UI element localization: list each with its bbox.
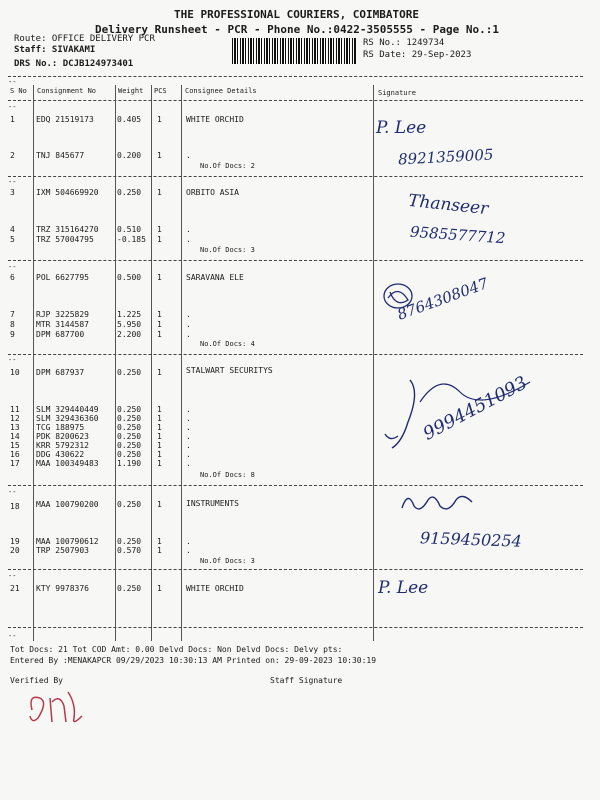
table-row-consignee: . [186, 330, 191, 339]
table-row-pcs: 1 [157, 546, 162, 555]
table-row-weight: -0.185 [117, 235, 146, 244]
table-row-consignee: . [186, 432, 191, 441]
table-row-consignee: SARAVANA ELE [186, 273, 244, 282]
totals-line: Tot Docs: 21 Tot COD Amt: 0.00 Delvd Docs: Non Delvd Docs: Delvy pts: [10, 645, 343, 654]
table-row-pcs: 1 [157, 368, 162, 377]
signature-1: P. Lee [376, 118, 427, 138]
divider [8, 569, 583, 570]
divider [8, 100, 583, 101]
col-sno: S No [10, 87, 27, 95]
table-row-consignee: . [186, 450, 191, 459]
table-row-sno: 7 [10, 310, 15, 319]
divider [8, 76, 583, 77]
signature-5-scribble [398, 488, 478, 522]
divider [8, 354, 583, 355]
table-row-consignee: . [186, 151, 191, 160]
signature-2: Thanseer [407, 190, 490, 220]
table-row-consignee: INSTRUMENTS [186, 499, 239, 508]
doc-count: No.Of Docs: 8 [200, 471, 255, 479]
staff-label: Staff: SIVAKAMI [14, 45, 96, 55]
table-row-consignment: DPM 687700 [36, 330, 85, 339]
table-row-pcs: 1 [157, 584, 162, 593]
company-title: THE PROFESSIONAL COURIERS, COIMBATORE [174, 8, 420, 21]
table-row-pcs: 1 [157, 273, 162, 282]
table-row-consignment: RJP 3225829 [36, 310, 89, 319]
table-row-consignee: ORBITO ASIA [186, 188, 239, 197]
runsheet-subtitle: Delivery Runsheet - PCR - Phone No.:0422-3505555 - Page No.:1 [95, 23, 499, 36]
table-row-sno: 10 [10, 368, 20, 377]
table-row-consignment: IXM 504669920 [36, 188, 99, 197]
signature-5-phone: 9159450254 [419, 528, 523, 551]
table-row-pcs: 1 [157, 330, 162, 339]
table-row-consignment: MAA 100790612 [36, 537, 99, 546]
table-row-weight: 0.250 [117, 450, 142, 459]
table-row-pcs: 1 [157, 459, 162, 468]
table-row-consignment: KRR 5792312 [36, 441, 89, 450]
doc-count: No.Of Docs: 3 [200, 557, 255, 565]
table-row-sno: 2 [10, 151, 15, 160]
table-row-sno: 9 [10, 330, 15, 339]
table-row-consignee: . [186, 537, 191, 546]
col-consignee: Consignee Details [185, 87, 257, 95]
col-line [115, 85, 116, 641]
table-row-weight: 0.250 [117, 188, 142, 197]
divider [8, 627, 583, 628]
table-row-weight: 0.250 [117, 500, 142, 509]
table-row-consignment: TRZ 57004795 [36, 235, 94, 244]
table-row-pcs: 1 [157, 188, 162, 197]
table-row-sno: 3 [10, 188, 15, 197]
table-row-weight: 0.405 [117, 115, 142, 124]
barcode [232, 38, 356, 64]
row-marker: -- [8, 178, 17, 186]
table-row-sno: 19 [10, 537, 20, 546]
row-marker: -- [8, 488, 17, 496]
signature-2-phone: 9585577712 [409, 222, 506, 248]
table-row-pcs: 1 [157, 225, 162, 234]
table-row-pcs: 1 [157, 115, 162, 124]
row-marker: -- [8, 632, 17, 640]
table-row-weight: 0.500 [117, 273, 142, 282]
verified-signature [24, 688, 94, 734]
table-row-consignee: . [186, 235, 191, 244]
table-row-consignee: . [186, 459, 191, 468]
table-row-consignment: PDK 8200623 [36, 432, 89, 441]
table-row-sno: 15 [10, 441, 20, 450]
doc-count: No.Of Docs: 4 [200, 340, 255, 348]
table-row-consignment: TRP 2507903 [36, 546, 89, 555]
col-weight: Weight [118, 87, 144, 95]
table-row-consignment: MAA 100790200 [36, 500, 99, 509]
table-row-consignee: . [186, 320, 191, 329]
table-row-sno: 11 [10, 405, 20, 414]
table-row-consignee: . [186, 546, 191, 555]
col-line [33, 85, 34, 641]
table-row-consignment: MTR 3144587 [36, 320, 89, 329]
col-signature: Signature [378, 89, 416, 97]
table-row-weight: 0.250 [117, 368, 142, 377]
table-row-sno: 6 [10, 273, 15, 282]
table-row-weight: 0.250 [117, 537, 142, 546]
table-row-pcs: 1 [157, 432, 162, 441]
table-row-sno: 5 [10, 235, 15, 244]
divider [8, 176, 583, 177]
table-row-sno: 20 [10, 546, 20, 555]
table-row-pcs: 1 [157, 441, 162, 450]
table-row-consignee: . [186, 225, 191, 234]
rs-date: RS Date: 29-Sep-2023 [363, 50, 472, 60]
col-line [151, 85, 152, 641]
doc-count: No.Of Docs: 2 [200, 162, 255, 170]
table-row-consignment: EDQ 21519173 [36, 115, 94, 124]
table-row-consignment: KTY 9978376 [36, 584, 89, 593]
table-row-consignment: SLM 329440449 [36, 405, 99, 414]
table-row-pcs: 1 [157, 235, 162, 244]
col-line [181, 85, 182, 641]
table-row-sno: 1 [10, 115, 15, 124]
staff-signature-label: Staff Signature [270, 676, 343, 685]
table-row-pcs: 1 [157, 414, 162, 423]
table-row-weight: 2.200 [117, 330, 142, 339]
row-marker: -- [8, 356, 17, 364]
table-row-pcs: 1 [157, 450, 162, 459]
table-row-pcs: 1 [157, 320, 162, 329]
verified-by-label: Verified By [10, 676, 63, 685]
table-row-consignment: TNJ 845677 [36, 151, 85, 160]
signature-3-phone: 8764308047 [394, 274, 491, 324]
table-row-consignment: TCG 188975 [36, 423, 85, 432]
row-marker: -- [8, 263, 17, 271]
table-row-consignment: TRZ 315164270 [36, 225, 99, 234]
rs-number: RS No.: 1249734 [363, 38, 445, 48]
route-label: Route: OFFICE DELIVERY PCR [14, 34, 155, 44]
row-marker: -- [8, 78, 17, 86]
divider [8, 485, 583, 486]
signature-4-scribble [380, 372, 560, 476]
row-marker: -- [8, 103, 17, 111]
table-row-pcs: 1 [157, 500, 162, 509]
table-row-pcs: 1 [157, 310, 162, 319]
table-row-pcs: 1 [157, 405, 162, 414]
table-row-sno: 14 [10, 432, 20, 441]
table-row-weight: 0.250 [117, 432, 142, 441]
signature-4-text: 9994451093 [419, 372, 531, 445]
table-row-weight: 5.950 [117, 320, 142, 329]
row-marker: -- [8, 572, 17, 580]
signature-6: P. Lee [378, 578, 429, 598]
table-row-consignee: . [186, 441, 191, 450]
table-row-consignment: SLM 329436360 [36, 414, 99, 423]
table-row-consignment: MAA 100349483 [36, 459, 99, 468]
table-row-sno: 21 [10, 584, 20, 593]
table-row-sno: 16 [10, 450, 20, 459]
table-row-consignee: STALWART SECURITYS [186, 366, 273, 375]
table-row-consignment: DDG 430622 [36, 450, 85, 459]
table-row-weight: 1.225 [117, 310, 142, 319]
col-line [373, 85, 374, 641]
table-row-sno: 8 [10, 320, 15, 329]
table-row-sno: 4 [10, 225, 15, 234]
table-row-sno: 13 [10, 423, 20, 432]
table-row-weight: 0.510 [117, 225, 142, 234]
drs-number: DRS No.: DCJB124973401 [14, 59, 134, 69]
table-row-pcs: 1 [157, 423, 162, 432]
doc-count: No.Of Docs: 3 [200, 246, 255, 254]
table-row-weight: 0.250 [117, 414, 142, 423]
table-row-sno: 12 [10, 414, 20, 423]
table-row-pcs: 1 [157, 537, 162, 546]
table-row-sno: 18 [10, 502, 20, 511]
table-row-pcs: 1 [157, 151, 162, 160]
col-consignment: Consignment No [37, 87, 97, 95]
table-row-consignee: WHITE ORCHID [186, 115, 244, 124]
table-row-weight: 0.250 [117, 441, 142, 450]
table-row-consignee: WHITE ORCHID [186, 584, 244, 593]
table-row-sno: 17 [10, 459, 20, 468]
table-row-consignee: . [186, 414, 191, 423]
signature-1-phone: 8921359005 [397, 145, 494, 169]
table-row-consignee: . [186, 405, 191, 414]
table-row-weight: 0.570 [117, 546, 142, 555]
table-row-weight: 0.250 [117, 584, 142, 593]
table-row-consignment: DPM 687937 [36, 368, 85, 377]
entered-by-line: Entered By :MENAKAPCR 09/29/2023 10:30:13 AM Printed on: 29-09-2023 10:30:19 [10, 656, 377, 665]
table-row-weight: 0.200 [117, 151, 142, 160]
table-row-consignee: . [186, 310, 191, 319]
table-row-consignee: . [186, 423, 191, 432]
table-row-weight: 0.250 [117, 423, 142, 432]
divider [8, 260, 583, 261]
table-row-weight: 0.250 [117, 405, 142, 414]
table-row-consignment: POL 6627795 [36, 273, 89, 282]
col-pcs: PCS [154, 87, 167, 95]
table-row-weight: 1.190 [117, 459, 142, 468]
